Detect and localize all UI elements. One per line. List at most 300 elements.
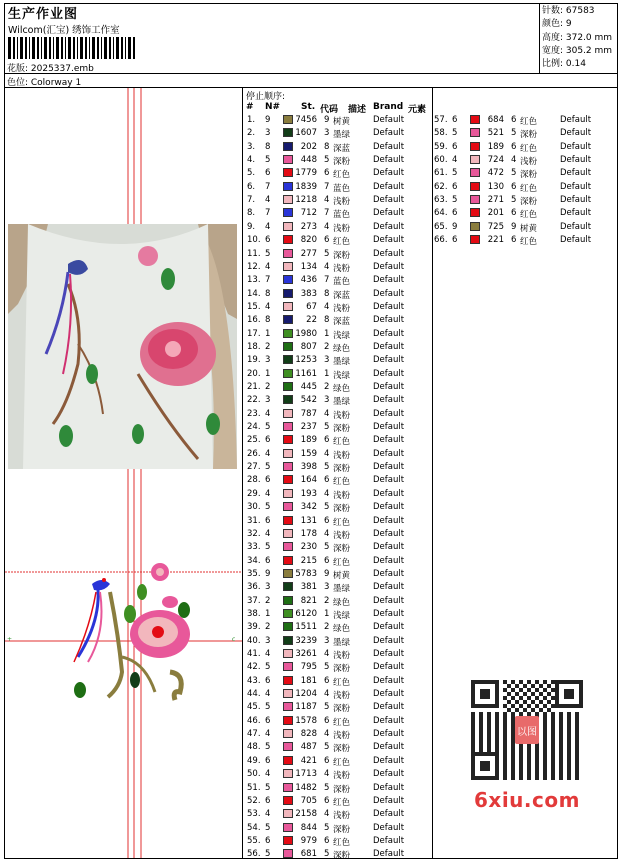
row-index: 53. xyxy=(247,809,261,820)
row-index: 39. xyxy=(247,622,261,633)
row-index: 28. xyxy=(247,475,261,486)
row-code: 5 xyxy=(324,782,330,793)
thread-color-swatch xyxy=(283,222,293,231)
row-brand: Default xyxy=(373,235,405,246)
row-brand: Default xyxy=(373,715,405,726)
row-code: 4 xyxy=(324,809,330,820)
thread-color-swatch xyxy=(470,208,480,217)
row-index: 46. xyxy=(247,715,261,726)
row-needle: 7 xyxy=(265,275,271,286)
header-brand: Brand xyxy=(373,102,404,112)
row-stitches: 131 xyxy=(300,515,317,526)
row-needle: 6 xyxy=(265,755,271,766)
row-needle: 5 xyxy=(265,422,271,433)
row-description: 深粉 xyxy=(520,130,538,141)
row-code: 5 xyxy=(324,422,330,433)
row-code: 3 xyxy=(324,128,330,139)
thread-color-swatch xyxy=(283,649,293,658)
row-stitches: 724 xyxy=(487,155,504,166)
svg-text:c: c xyxy=(232,636,236,643)
row-brand: Default xyxy=(373,782,405,793)
row-code: 4 xyxy=(324,408,330,419)
row-brand: Default xyxy=(373,595,405,606)
header-needle: N# xyxy=(265,102,281,112)
row-brand: Default xyxy=(373,328,405,339)
row-needle: 6 xyxy=(265,715,271,726)
row-code: 2 xyxy=(324,382,330,392)
row-needle: 2 xyxy=(265,622,271,633)
row-index: 18. xyxy=(247,341,261,352)
row-description: 深粉 xyxy=(333,504,351,515)
row-stitches: 1218 xyxy=(295,195,317,206)
thread-color-swatch xyxy=(283,195,293,204)
thread-color-swatch xyxy=(283,329,293,338)
row-description: 浅粉 xyxy=(333,691,351,702)
row-needle: 2 xyxy=(265,382,271,392)
header-stitches: St. xyxy=(301,102,316,112)
row-index: 57. xyxy=(434,115,448,125)
row-brand: Default xyxy=(373,515,405,526)
row-brand: Default xyxy=(373,221,405,232)
row-stitches: 1204 xyxy=(295,689,317,700)
row-code: 5 xyxy=(511,128,517,139)
row-brand: Default xyxy=(560,168,592,179)
row-brand: Default xyxy=(373,502,405,513)
row-code: 6 xyxy=(324,168,330,179)
row-stitches: 221 xyxy=(487,235,504,246)
thread-color-swatch xyxy=(283,809,293,818)
row-index: 10. xyxy=(247,235,261,246)
row-brand: Default xyxy=(373,542,405,553)
row-description: 浅绿 xyxy=(333,610,351,621)
row-index: 38. xyxy=(247,608,261,619)
row-description: 深粉 xyxy=(333,424,351,435)
thread-color-swatch xyxy=(283,355,293,364)
thread-color-swatch xyxy=(283,342,293,351)
header-description: 描述 xyxy=(348,105,367,115)
row-stitches: 684 xyxy=(487,115,504,125)
row-brand: Default xyxy=(373,195,405,206)
row-description: 红色 xyxy=(333,757,351,768)
row-brand: Default xyxy=(373,141,405,152)
row-stitches: 201 xyxy=(487,208,504,219)
row-stitches: 1839 xyxy=(295,181,317,192)
row-needle: 3 xyxy=(265,128,271,139)
thread-color-swatch xyxy=(283,756,293,765)
row-stitches: 448 xyxy=(300,155,317,166)
row-needle: 6 xyxy=(452,115,458,125)
row-description: 红色 xyxy=(333,477,351,488)
row-brand: Default xyxy=(373,742,405,753)
row-needle: 5 xyxy=(452,195,458,206)
row-brand: Default xyxy=(373,769,405,780)
row-needle: 5 xyxy=(265,502,271,513)
row-code: 6 xyxy=(324,515,330,526)
row-brand: Default xyxy=(560,181,592,192)
row-stitches: 487 xyxy=(300,742,317,753)
row-index: 65. xyxy=(434,221,448,232)
row-stitches: 1980 xyxy=(295,328,317,339)
design-stats xyxy=(542,5,612,71)
row-description: 浅粉 xyxy=(333,771,351,782)
row-stitches: 979 xyxy=(300,835,317,846)
row-brand: Default xyxy=(560,221,592,232)
column-divider-1 xyxy=(242,87,243,859)
row-description: 浅粉 xyxy=(333,410,351,421)
row-stitches: 342 xyxy=(300,502,317,513)
row-brand: Default xyxy=(373,689,405,700)
design-scale: 比例: 0.14 xyxy=(542,59,586,70)
row-needle: 6 xyxy=(265,435,271,446)
row-brand: Default xyxy=(373,488,405,499)
row-index: 22. xyxy=(247,395,261,406)
thread-color-swatch xyxy=(470,128,480,137)
row-stitches: 705 xyxy=(300,795,317,806)
row-needle: 5 xyxy=(265,822,271,833)
row-brand: Default xyxy=(373,181,405,192)
row-code: 3 xyxy=(324,355,330,366)
row-needle: 6 xyxy=(452,235,458,246)
row-needle: 6 xyxy=(265,515,271,526)
row-index: 15. xyxy=(247,301,261,312)
row-description: 深粉 xyxy=(520,197,538,208)
thread-color-swatch xyxy=(283,556,293,565)
row-index: 61. xyxy=(434,168,448,179)
row-stitches: 189 xyxy=(487,141,504,152)
row-stitches: 134 xyxy=(300,261,317,272)
thread-color-swatch xyxy=(283,516,293,525)
row-description: 红色 xyxy=(520,210,538,221)
row-brand: Default xyxy=(373,835,405,846)
row-index: 3. xyxy=(247,141,256,152)
row-description: 浅粉 xyxy=(333,450,351,461)
row-brand: Default xyxy=(373,208,405,219)
thread-color-swatch xyxy=(283,529,293,538)
row-description: 浅粉 xyxy=(333,490,351,501)
row-needle: 6 xyxy=(265,235,271,246)
row-stitches: 445 xyxy=(300,382,317,392)
thread-color-swatch xyxy=(283,235,293,244)
row-description: 墨绿 xyxy=(333,397,351,408)
row-brand: Default xyxy=(373,168,405,179)
row-description: 绿色 xyxy=(333,384,351,394)
row-brand: Default xyxy=(560,155,592,166)
row-code: 6 xyxy=(324,475,330,486)
row-index: 20. xyxy=(247,368,261,379)
row-code: 1 xyxy=(324,328,330,339)
row-needle: 4 xyxy=(265,408,271,419)
thread-color-swatch xyxy=(470,222,480,231)
row-needle: 5 xyxy=(265,742,271,753)
row-stitches: 189 xyxy=(300,435,317,446)
thread-color-swatch xyxy=(470,115,480,124)
row-brand: Default xyxy=(373,662,405,673)
row-index: 54. xyxy=(247,822,261,833)
thread-color-swatch xyxy=(283,636,293,645)
row-index: 24. xyxy=(247,422,261,433)
row-code: 6 xyxy=(511,208,517,219)
row-needle: 4 xyxy=(265,221,271,232)
row-code: 6 xyxy=(324,755,330,766)
row-index: 36. xyxy=(247,582,261,593)
thread-color-swatch xyxy=(283,475,293,484)
row-code: 4 xyxy=(324,528,330,539)
row-needle: 8 xyxy=(265,315,271,326)
thread-color-swatch xyxy=(283,382,293,391)
row-stitches: 237 xyxy=(300,422,317,433)
thread-color-swatch xyxy=(283,622,293,631)
row-needle: 6 xyxy=(265,555,271,566)
row-brand: Default xyxy=(373,795,405,806)
row-brand: Default xyxy=(373,475,405,486)
row-index: 5. xyxy=(247,168,256,179)
row-index: 50. xyxy=(247,769,261,780)
row-brand: Default xyxy=(373,155,405,166)
row-stitches: 712 xyxy=(300,208,317,219)
row-stitches: 725 xyxy=(487,221,504,232)
row-needle: 4 xyxy=(265,649,271,659)
row-description: 红色 xyxy=(333,517,351,528)
row-description: 蓝色 xyxy=(333,183,351,194)
row-stitches: 2158 xyxy=(295,809,317,820)
row-needle: 4 xyxy=(265,689,271,700)
thread-color-swatch xyxy=(470,155,480,164)
row-brand: Default xyxy=(373,115,405,125)
row-index: 59. xyxy=(434,141,448,152)
row-code: 2 xyxy=(324,341,330,352)
thread-color-swatch xyxy=(283,742,293,751)
row-stitches: 807 xyxy=(300,341,317,352)
row-description: 树黄 xyxy=(333,117,351,127)
row-needle: 4 xyxy=(265,809,271,820)
row-index: 35. xyxy=(247,568,261,579)
thread-color-swatch xyxy=(283,315,293,324)
row-index: 37. xyxy=(247,595,261,606)
row-description: 浅粉 xyxy=(333,811,351,822)
thread-color-swatch xyxy=(283,769,293,778)
row-stitches: 542 xyxy=(300,395,317,406)
row-stitches: 181 xyxy=(300,675,317,686)
row-index: 9. xyxy=(247,221,256,232)
row-code: 5 xyxy=(324,542,330,553)
thread-color-swatch xyxy=(283,489,293,498)
row-code: 5 xyxy=(324,462,330,473)
row-description: 红色 xyxy=(333,717,351,728)
row-brand: Default xyxy=(373,435,405,446)
row-code: 4 xyxy=(324,261,330,272)
row-brand: Default xyxy=(373,395,405,406)
row-brand: Default xyxy=(373,649,405,659)
row-needle: 1 xyxy=(265,608,271,619)
thread-color-swatch xyxy=(283,836,293,845)
row-brand: Default xyxy=(373,368,405,379)
row-needle: 2 xyxy=(265,341,271,352)
row-index: 52. xyxy=(247,795,261,806)
row-brand: Default xyxy=(373,675,405,686)
row-stitches: 820 xyxy=(300,235,317,246)
row-needle: 2 xyxy=(265,595,271,606)
row-description: 深蓝 xyxy=(333,317,351,328)
row-description: 深粉 xyxy=(333,824,351,835)
thread-color-swatch xyxy=(283,783,293,792)
color-count: 颜色: 9 xyxy=(542,19,572,30)
row-needle: 9 xyxy=(265,568,271,579)
row-description: 浅粉 xyxy=(333,530,351,541)
header-divider-right xyxy=(539,3,540,73)
row-code: 5 xyxy=(324,742,330,753)
row-code: 6 xyxy=(511,181,517,192)
qr-stamp: 以图 xyxy=(517,727,537,738)
row-description: 深粉 xyxy=(333,157,351,168)
row-index: 11. xyxy=(247,248,261,259)
row-needle: 4 xyxy=(265,448,271,459)
row-stitches: 271 xyxy=(487,195,504,206)
row-code: 9 xyxy=(324,568,330,579)
row-code: 4 xyxy=(324,729,330,740)
row-code: 7 xyxy=(324,275,330,286)
row-stitches: 1713 xyxy=(295,769,317,780)
row-code: 6 xyxy=(324,835,330,846)
thread-color-swatch xyxy=(283,462,293,471)
row-brand: Default xyxy=(373,729,405,740)
row-code: 4 xyxy=(324,448,330,459)
row-brand: Default xyxy=(373,382,405,392)
row-stitches: 67 xyxy=(306,301,317,312)
row-stitches: 1511 xyxy=(295,622,317,633)
row-index: 55. xyxy=(247,835,261,846)
thread-color-swatch xyxy=(283,502,293,511)
row-needle: 5 xyxy=(452,128,458,139)
thread-color-swatch xyxy=(283,796,293,805)
watermark-site: 6xiu.com xyxy=(474,788,580,812)
thread-color-swatch xyxy=(283,395,293,404)
row-description: 绿色 xyxy=(333,343,351,354)
row-description: 蓝色 xyxy=(333,277,351,288)
design-height: 高度: 372.0 mm xyxy=(542,32,613,43)
row-brand: Default xyxy=(373,301,405,312)
row-code: 2 xyxy=(324,622,330,633)
thread-color-swatch xyxy=(283,689,293,698)
row-stitches: 178 xyxy=(300,528,317,539)
row-stitches: 273 xyxy=(300,221,317,232)
header-divider-bottom-2 xyxy=(4,87,618,88)
row-index: 32. xyxy=(247,528,261,539)
header-divider-bottom xyxy=(4,73,618,74)
stitch-count: 针数: 67583 xyxy=(542,6,595,16)
row-code: 1 xyxy=(324,608,330,619)
row-brand: Default xyxy=(560,195,592,206)
row-needle: 7 xyxy=(265,208,271,219)
row-brand: Default xyxy=(373,622,405,633)
row-needle: 3 xyxy=(265,582,271,593)
row-description: 深粉 xyxy=(333,851,351,862)
thread-color-swatch xyxy=(283,609,293,618)
thread-color-swatch xyxy=(283,168,293,177)
row-brand: Default xyxy=(373,568,405,579)
row-code: 6 xyxy=(511,235,517,246)
row-description: 浅粉 xyxy=(333,651,351,661)
row-code: 6 xyxy=(324,715,330,726)
row-needle: 9 xyxy=(452,221,458,232)
row-brand: Default xyxy=(373,462,405,473)
row-index: 26. xyxy=(247,448,261,459)
design-width: 宽度: 305.2 mm xyxy=(542,45,613,56)
row-code: 3 xyxy=(324,635,330,646)
row-description: 红色 xyxy=(333,797,351,808)
row-stitches: 22 xyxy=(306,315,317,326)
row-brand: Default xyxy=(560,208,592,219)
row-index: 41. xyxy=(247,649,261,659)
row-brand: Default xyxy=(560,141,592,152)
row-description: 浅粉 xyxy=(333,197,351,208)
row-stitches: 7456 xyxy=(295,115,317,125)
thread-color-swatch xyxy=(283,275,293,284)
thread-color-swatch xyxy=(470,142,480,151)
row-index: 8. xyxy=(247,208,256,219)
row-needle: 7 xyxy=(265,181,271,192)
row-brand: Default xyxy=(373,408,405,419)
row-index: 7. xyxy=(247,195,256,206)
row-needle: 4 xyxy=(452,155,458,166)
row-code: 9 xyxy=(511,221,517,232)
row-needle: 1 xyxy=(265,368,271,379)
row-description: 墨绿 xyxy=(333,130,351,141)
row-index: 42. xyxy=(247,662,261,673)
row-description: 红色 xyxy=(333,237,351,248)
row-description: 红色 xyxy=(333,437,351,448)
row-needle: 5 xyxy=(265,702,271,713)
row-stitches: 202 xyxy=(300,141,317,152)
row-index: 30. xyxy=(247,502,261,513)
garment-photo xyxy=(8,224,237,469)
row-code: 5 xyxy=(324,822,330,833)
row-needle: 4 xyxy=(265,301,271,312)
thread-color-swatch xyxy=(283,289,293,298)
row-index: 23. xyxy=(247,408,261,419)
barcode xyxy=(8,37,138,59)
row-description: 红色 xyxy=(520,237,538,248)
row-stitches: 1161 xyxy=(295,368,317,379)
row-code: 6 xyxy=(324,795,330,806)
row-needle: 9 xyxy=(265,115,271,125)
row-code: 6 xyxy=(511,141,517,152)
row-stitches: 383 xyxy=(300,288,317,299)
row-description: 深粉 xyxy=(333,744,351,755)
thread-color-swatch xyxy=(283,115,293,124)
row-brand: Default xyxy=(373,555,405,566)
row-index: 64. xyxy=(434,208,448,219)
row-code: 1 xyxy=(324,368,330,379)
qr-code xyxy=(471,680,583,780)
thread-color-swatch xyxy=(283,849,293,858)
row-code: 5 xyxy=(324,248,330,259)
thread-color-swatch xyxy=(470,182,480,191)
row-description: 深粉 xyxy=(333,664,351,675)
row-index: 45. xyxy=(247,702,261,713)
row-stitches: 421 xyxy=(300,755,317,766)
row-brand: Default xyxy=(373,261,405,272)
thread-color-swatch xyxy=(283,142,293,151)
row-index: 12. xyxy=(247,261,261,272)
row-description: 深粉 xyxy=(333,464,351,475)
row-needle: 5 xyxy=(265,662,271,673)
row-needle: 6 xyxy=(265,835,271,846)
row-needle: 6 xyxy=(452,181,458,192)
row-description: 绿色 xyxy=(333,597,351,608)
row-stitches: 3261 xyxy=(295,649,317,659)
row-stitches: 828 xyxy=(300,729,317,740)
row-code: 5 xyxy=(324,155,330,166)
